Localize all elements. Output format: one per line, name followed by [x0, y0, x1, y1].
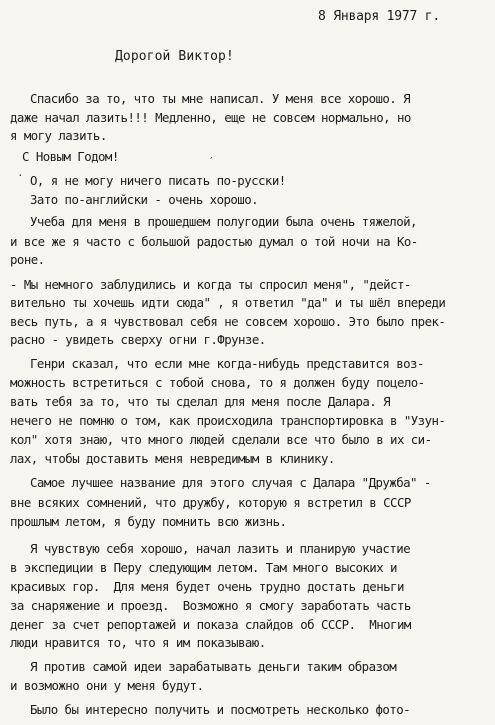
text-line: люди нравится то, что я им показываю. — [10, 635, 266, 650]
letter-date: 8 Января 1977 г. — [318, 9, 441, 24]
text-line: красивых гор. Для меня будет очень трудно достать деньги — [10, 579, 404, 594]
text-line: прошлым летом, я буду помнить всю жизнь. — [10, 514, 287, 529]
text-line: даже начал лазить!!! Медленно, еще не совсем нормально, но — [10, 110, 411, 125]
text-line: Было бы интересно получить и посмотреть несколько фото- — [30, 702, 411, 717]
text-line: С Новым Годом! — [22, 149, 119, 164]
text-line: вне всяких сомнений, что дружбу, которую я встретил в СССР — [10, 495, 411, 510]
text-line: и возможно они у меня будут. — [10, 678, 204, 693]
text-line: расно - увидеть сверху огни г.Фрунзе. — [10, 332, 266, 347]
text-line: вительно ты хочешь идти сюда" , я ответил "да" и ты шёл впереди — [10, 295, 446, 310]
text-line: и все же я часто с большой радостью думал о той ночи на Ко- — [10, 234, 418, 249]
text-line: Учеба для меня в прошедшем полугодии была очень тяжелой, — [30, 214, 417, 229]
text-line: Зато по-английски - очень хорошо. — [30, 192, 259, 207]
text-line: Я против самой идеи зарабатывать деньги таким образом — [30, 659, 397, 674]
text-line: я могу лазить. — [10, 128, 107, 143]
text-line: Самое лучшее название для этого случая с Далара "Дружба" - — [30, 475, 431, 490]
text-line: денег за счет репортажей и показа слайдов об СССР. Многим — [10, 617, 411, 632]
text-line: Я чувствую себя хорошо, начал лазить и планирую участие — [30, 541, 411, 556]
pen-mark: · — [17, 169, 24, 182]
text-line: О, я не могу ничего писать по-русски! — [30, 173, 286, 188]
text-line: в экспедиции в Перу следующим летом. Там много высоких и — [10, 560, 397, 575]
text-line: можность встретиться с тобой снова, то я должен буду поцело- — [10, 375, 425, 390]
text-line: роне. — [10, 252, 45, 267]
text-line: Генри сказал, что если мне когда-нибудь представится воз- — [30, 356, 424, 371]
text-line: кол" хотя знаю, что много людей сделали все что было в их си- — [10, 432, 432, 447]
text-line: весь путь, а я чувствовал себя не совсем хорошо. Это было прек- — [10, 314, 446, 329]
text-line: лах, чтобы доставить меня невредимым в клинику. — [10, 451, 335, 466]
text-line: за снаряжение и проезд. Возможно я смогу заработать часть — [10, 598, 411, 613]
text-line: вать тебя за то, что ты сделал для меня после Далара. Я — [10, 394, 391, 409]
pen-mark: ′ — [208, 155, 215, 168]
text-line: нечего не помню о том, как происходила транспортировка в "Узун- — [10, 413, 446, 428]
text-line: Спасибо за то, что ты мне написал. У меня все хорошо. Я — [30, 91, 411, 106]
text-line: - Мы немного заблудились и когда ты спросил меня", "дейст- — [10, 277, 411, 292]
letter-greeting: Дорогой Виктор! — [115, 49, 234, 64]
